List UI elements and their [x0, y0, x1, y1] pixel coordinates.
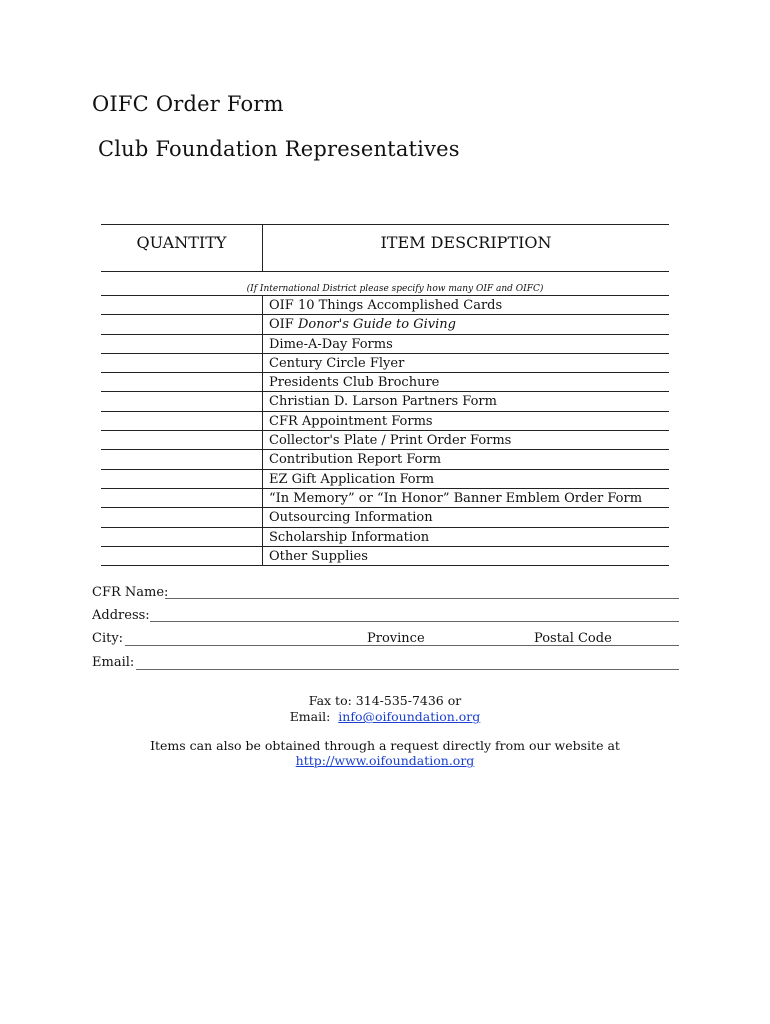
quantity-cell[interactable]	[101, 470, 263, 488]
quantity-cell[interactable]	[101, 335, 263, 353]
table-row	[101, 450, 669, 469]
table-row	[101, 335, 669, 354]
item-description: Dime-A-Day Forms	[269, 336, 393, 352]
table-row	[101, 528, 669, 547]
quantity-cell[interactable]	[101, 373, 263, 391]
item-description: Collector's Plate / Print Order Forms	[269, 433, 512, 449]
email-prefix: Email:	[289, 709, 331, 724]
item-description: Christian D. Larson Partners Form	[269, 394, 497, 410]
email-label: Email:	[92, 655, 135, 670]
website-link-line	[0, 753, 770, 768]
table-row	[101, 431, 669, 450]
quantity-cell[interactable]	[101, 392, 263, 410]
table-row	[101, 412, 669, 431]
item-description: OIF 10 Things Accomplished Cards	[269, 298, 503, 313]
cfr-name-label: CFR Name:	[92, 585, 169, 600]
quantity-cell[interactable]	[101, 431, 263, 449]
quantity-cell[interactable]	[101, 315, 263, 333]
quantity-cell[interactable]	[101, 412, 263, 430]
postal-code-label: Postal Code	[534, 631, 612, 646]
table-row	[101, 470, 669, 489]
quantity-cell[interactable]	[101, 528, 263, 546]
table-row	[101, 392, 669, 411]
website-text: Items can also be obtained through a request directly from our website at	[150, 738, 620, 753]
quantity-cell[interactable]	[101, 547, 263, 565]
quantity-header: QUANTITY	[136, 233, 227, 252]
page-title: OIFC Order Form	[92, 92, 284, 116]
item-description: Outsourcing Information	[269, 510, 433, 526]
item-description: Contribution Report Form	[269, 452, 442, 468]
address-label: Address:	[92, 608, 150, 623]
email-line[interactable]	[136, 669, 679, 670]
table-row	[101, 373, 669, 392]
email-line-text	[0, 709, 770, 724]
item-description: Century Circle Flyer	[269, 355, 405, 371]
website-link[interactable]: http://www.oifoundation.org	[295, 753, 475, 768]
quantity-cell[interactable]	[101, 450, 263, 468]
table-row	[101, 547, 669, 566]
table-header	[101, 224, 669, 272]
page-subtitle: Club Foundation Representatives	[98, 137, 460, 161]
table-row	[101, 315, 669, 334]
table-row	[101, 508, 669, 527]
item-description: Scholarship Information	[269, 529, 430, 545]
quantity-cell[interactable]	[101, 296, 263, 314]
item-description: EZ Gift Application Form	[269, 471, 435, 487]
table-row	[101, 489, 669, 508]
quantity-cell[interactable]	[101, 354, 263, 372]
province-label: Province	[367, 631, 425, 646]
item-description: Presidents Club Brochure	[269, 375, 440, 391]
address-line[interactable]	[150, 621, 679, 622]
email-link[interactable]: info@oifoundation.org	[338, 709, 481, 724]
table-row	[101, 296, 669, 315]
international-note: (If International District please specify how many OIF and OIFC)	[101, 272, 669, 296]
order-table	[101, 224, 669, 566]
item-description: Other Supplies	[269, 548, 368, 564]
city-label: City:	[92, 631, 124, 646]
item-description-header: ITEM DESCRIPTION	[380, 233, 552, 252]
quantity-cell[interactable]	[101, 508, 263, 526]
item-description: CFR Appointment Forms	[269, 413, 433, 429]
fax-text: Fax to: 314-535-7436 or	[308, 693, 462, 708]
quantity-cell[interactable]	[101, 489, 263, 507]
cfr-name-line[interactable]	[165, 598, 679, 599]
table-row	[101, 354, 669, 373]
item-description: “In Memory” or “In Honor” Banner Emblem Order Form	[269, 490, 643, 506]
item-description: OIF Donor's Guide to Giving	[269, 317, 456, 333]
